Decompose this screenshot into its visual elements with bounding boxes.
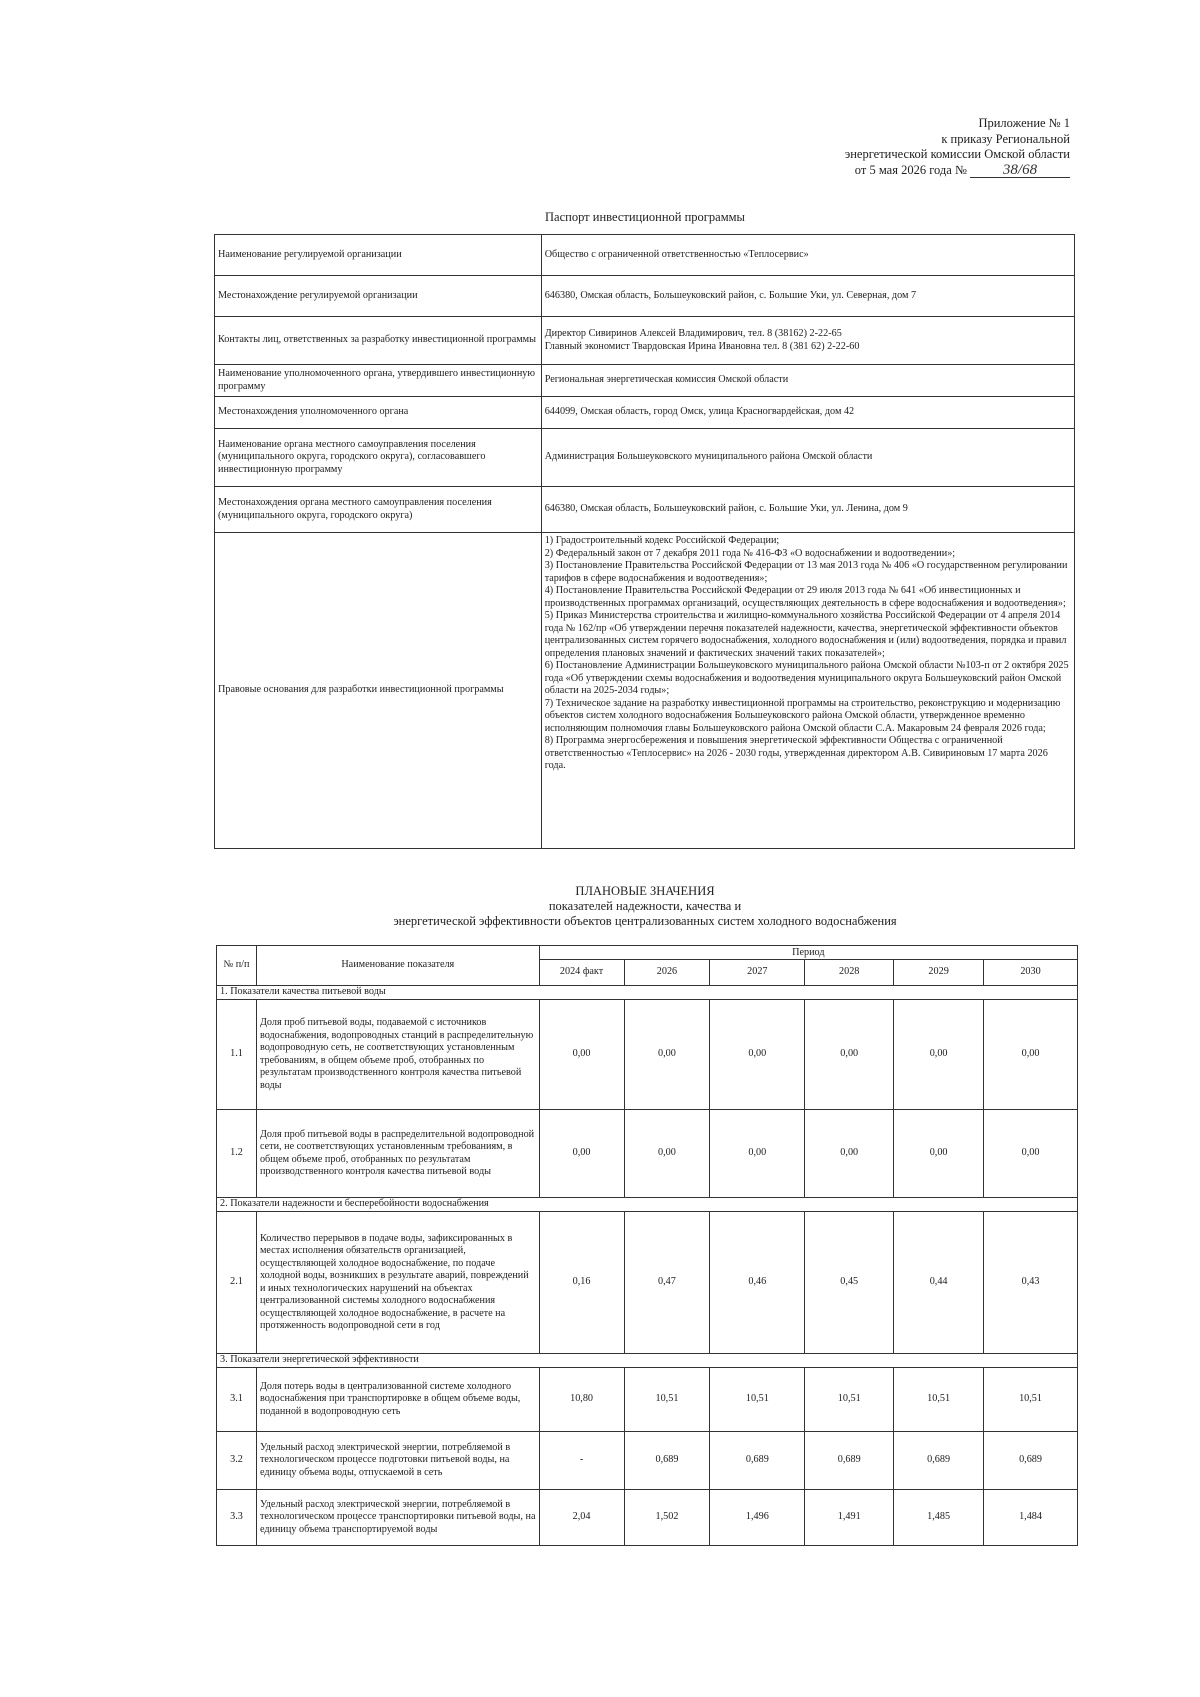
value-cell: 0,689 [805,1432,894,1490]
contact-economist: Главный экономист Твардовская Ирина Ивановна тел. 8 (381 62) 2-22-60 [544,340,860,352]
legal-item: 5) Приказ Министерства строительства и жилищно-коммунального хозяйства Российской Федерации от 4 апреля 2014 года № 162/пр «Об утверждении перечня показателей надежности, качества, энергетической эффективности объектов централизованных систем горячего водоснабжения, холодного водоснабжения и (или) водоотведения, порядка и правил определения плановых значений и фактических значений таких показателей»; [544,610,1067,659]
year-header: 2028 [805,960,894,986]
indicator-name: Количество перерывов в подаче воды, зафиксированных в местах исполнения обязательств организацией, осуществляющей холодное водоснабжение, по подаче холодной воды, возникших в результате аварий, повреждений и иных технологических нарушений на объектах централизованной системы холодного водоснабжения осуществляющей холодное водоснабжение, в расчете на протяженность водопроводной сети в год [256,1212,539,1354]
col-name-header: Наименование показателя [256,946,539,986]
section-row [217,986,1078,1000]
plan-title-line3: энергетической эффективности объектов централизованных систем холодного водоснабжения [393,914,897,928]
value-cell: 0,00 [710,1000,805,1110]
section-row [217,1198,1078,1212]
value-cell: 0,43 [984,1212,1078,1354]
plan-header-row [217,946,1078,960]
indicator-name: Доля потерь воды в централизованной системе холодного водоснабжения при транспортировке в общем объеме воды, поданной в водопроводную сеть [256,1368,539,1432]
passport-value: 646380, Омская область, Большеуковский район, с. Большие Уки, ул. Ленина, дом 9 [541,487,1074,533]
table-row [217,1110,1078,1198]
section-row [217,1354,1078,1368]
legal-item: 2) Федеральный закон от 7 декабря 2011 года № 416-ФЗ «О водоснабжении и водоотведении»; [544,547,956,559]
passport-value: Общество с ограниченной ответственностью «Теплосервис» [541,235,1074,276]
header-appendix-line: Приложение № 1 [978,116,1070,130]
section-title: 2. Показатели надежности и бесперебойности водоснабжения [217,1198,1078,1212]
value-cell: 0,00 [624,1000,710,1110]
value-cell: 10,51 [710,1368,805,1432]
passport-table [214,234,1075,849]
value-cell: 1,502 [624,1490,710,1546]
value-cell: 10,51 [984,1368,1078,1432]
table-row [217,1000,1078,1110]
legal-item: 1) Градостроительный кодекс Российской Федерации; [544,535,780,546]
header-order-line: к приказу Региональной [941,131,1070,146]
value-cell: 0,00 [805,1110,894,1198]
value-cell: 1,491 [805,1490,894,1546]
value-cell: 0,689 [894,1432,984,1490]
row-num: 1.2 [217,1110,257,1198]
value-cell: 2,04 [539,1490,624,1546]
legal-item: 6) Постановление Администрации Большеуковского муниципального района Омской области №103-п от 2 октября 2025 года «Об утверждении схемы водоснабжения и водоотведения муниципального округа Большеуковский район Омской области на 2025-2034 годы»; [544,660,1069,696]
passport-row [215,276,1075,317]
value-cell: 1,484 [984,1490,1078,1546]
legal-basis-list [541,533,1074,849]
year-header: 2029 [894,960,984,986]
passport-row [215,317,1075,365]
value-cell: 0,45 [805,1212,894,1354]
passport-row [215,365,1075,397]
table-row [217,1212,1078,1354]
passport-value [541,317,1074,365]
value-cell: 0,46 [710,1212,805,1354]
value-cell: 0,00 [539,1000,624,1110]
value-cell: 0,00 [710,1110,805,1198]
value-cell: 1,496 [710,1490,805,1546]
col-num-header: № п/п [217,946,257,986]
header-date-line [845,163,1070,179]
indicator-name: Доля проб питьевой воды, подаваемой с источников водоснабжения, водопроводных станций в распределительную водопроводную сеть, не соответствующих установленным требованиям, в общем объеме проб, отобранных по результатам производственного контроля качества питьевой воды [256,1000,539,1110]
passport-value: Администрация Большеуковского муниципального района Омской области [541,429,1074,487]
section-title: 3. Показатели энергетической эффективности [217,1354,1078,1368]
table-row [217,1368,1078,1432]
value-cell: 0,47 [624,1212,710,1354]
passport-value: 646380, Омская область, Большеуковский район, с. Большие Уки, ул. Северная, дом 7 [541,276,1074,317]
passport-key: Контакты лиц, ответственных за разработку инвестиционной программы [215,317,542,365]
indicator-name: Удельный расход электрической энергии, потребляемой в технологическом процессе подготовки питьевой воды, на единицу объема воды, отпускаемой в сеть [256,1432,539,1490]
indicator-name: Доля проб питьевой воды в распределительной водопроводной сети, не соответствующих установленным требованиям, в общем объеме проб, отобранных по результатам производственного контроля качества питьевой воды [256,1110,539,1198]
indicator-name: Удельный расход электрической энергии, потребляемой в технологическом процессе транспортировки питьевой воды, на единицу объема транспортируемой воды [256,1490,539,1546]
order-number: 38/68 [970,163,1070,178]
value-cell: 0,689 [624,1432,710,1490]
passport-row [215,235,1075,276]
passport-key: Местонахождения органа местного самоуправления поселения (муниципального округа, городского округа) [215,487,542,533]
plan-table [216,945,1078,1546]
value-cell: 0,16 [539,1212,624,1354]
value-cell: 0,00 [984,1000,1078,1110]
passport-row [215,429,1075,487]
value-cell: 0,44 [894,1212,984,1354]
value-cell: 10,51 [805,1368,894,1432]
passport-row [215,487,1075,533]
value-cell: 0,00 [894,1000,984,1110]
value-cell: 10,51 [624,1368,710,1432]
year-header: 2026 [624,960,710,986]
table-row [217,1432,1078,1490]
passport-key: Наименование органа местного самоуправления поселения (муниципального округа, городского округа), согласовавшего инвестиционную программу [215,429,542,487]
year-header: 2027 [710,960,805,986]
value-cell: 0,00 [894,1110,984,1198]
legal-item: 3) Постановление Правительства Российской Федерации от 13 мая 2013 года № 406 «О государственном регулировании тарифов в сфере водоснабжения и водоотведения»; [544,560,1068,584]
year-header: 2024 факт [539,960,624,986]
row-num: 2.1 [217,1212,257,1354]
row-num: 3.1 [217,1368,257,1432]
passport-key: Наименование уполномоченного органа, утвердившего инвестиционную программу [215,365,542,397]
passport-key: Наименование регулируемой организации [215,235,542,276]
passport-key: Местонахождение регулируемой организации [215,276,542,317]
plan-title-line1: ПЛАНОВЫЕ ЗНАЧЕНИЯ [575,884,715,898]
document-header [845,116,1070,178]
value-cell: 0,00 [805,1000,894,1110]
passport-row-legal [215,533,1075,849]
passport-key: Правовые основания для разработки инвестиционной программы [215,533,542,849]
passport-title: Паспорт инвестиционной программы [545,210,745,224]
legal-item: 4) Постановление Правительства Российской Федерации от 29 июля 2013 года № 641 «Об инвестиционных и производственных программах организаций, осуществляющих деятельность в сфере водоснабжения и водоотведения»; [544,585,1066,609]
value-cell: 0,00 [984,1110,1078,1198]
year-header: 2030 [984,960,1078,986]
value-cell: 10,51 [894,1368,984,1432]
section-title: 1. Показатели качества питьевой воды [217,986,1078,1000]
table-row [217,1490,1078,1546]
value-cell: 0,689 [984,1432,1078,1490]
row-num: 3.2 [217,1432,257,1490]
value-cell: 0,00 [539,1110,624,1198]
passport-key: Местонахождения уполномоченного органа [215,397,542,429]
passport-row [215,397,1075,429]
plan-title [0,884,1200,929]
header-date: от 5 мая 2026 года № [854,162,967,177]
value-cell: 10,80 [539,1368,624,1432]
row-num: 1.1 [217,1000,257,1110]
passport-value: 644099, Омская область, город Омск, улица Красногвардейская, дом 42 [541,397,1074,429]
legal-item: 8) Программа энергосбережения и повышения энергетической эффективности Общества с ограниченной ответственностью «Теплосервис» на 2026 - 2030 годы, утвержденная директором А.В. Сивириновым 17 марта 2026 года. [544,735,1048,771]
value-cell: 0,00 [624,1110,710,1198]
value-cell: 0,689 [710,1432,805,1490]
col-period-header: Период [539,946,1077,960]
plan-title-line2: показателей надежности, качества и [548,899,742,913]
contact-director: Директор Сивиринов Алексей Владимирович, тел. 8 (38162) 2-22-65 [544,328,842,339]
header-commission-line: энергетической комиссии Омской области [844,147,1070,161]
row-num: 3.3 [217,1490,257,1546]
passport-value: Региональная энергетическая комиссия Омской области [541,365,1074,397]
value-cell: 1,485 [894,1490,984,1546]
legal-item: 7) Техническое задание на разработку инвестиционной программы на строительство, реконструкцию и модернизацию объектов систем холодного водоснабжения Большеуковского района Омской области, утвержденное временно исполняющим полномочия главы Большеуковского района Омской области С.А. Макаровым 24 февраля 2026 года; [544,697,1061,734]
value-cell: - [539,1432,624,1490]
